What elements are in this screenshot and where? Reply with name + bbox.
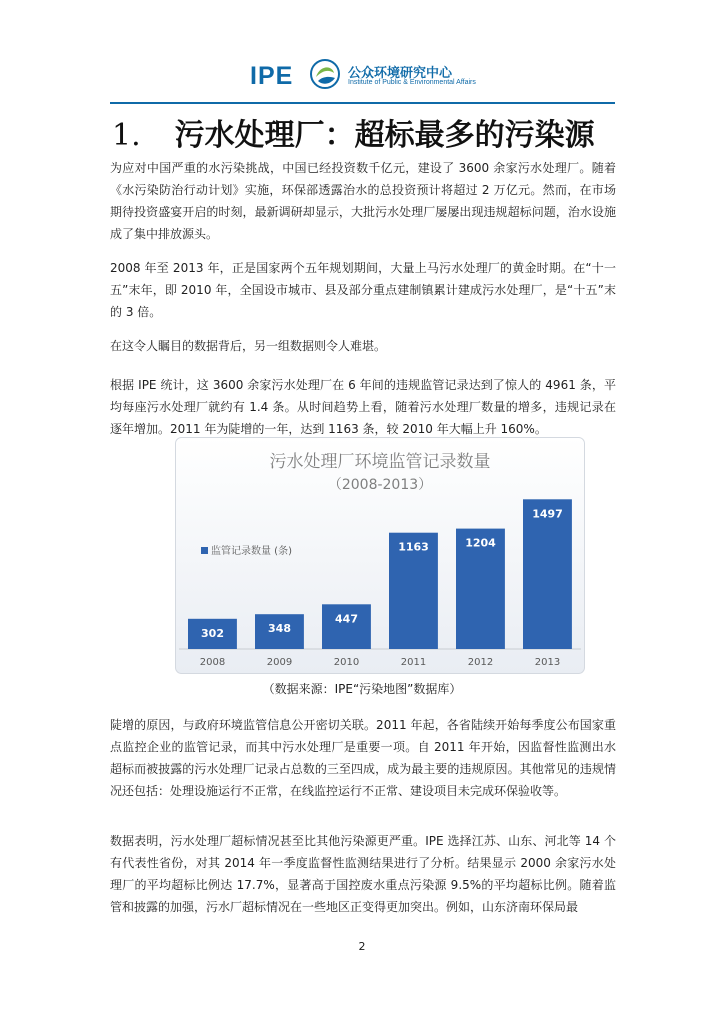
x-tick-label-2010: 2010	[333, 657, 360, 668]
data-label-2008: 302	[201, 626, 224, 640]
chart-title: 污水处理厂环境监管记录数量	[269, 452, 491, 472]
bar-2013	[523, 499, 572, 649]
section-title-text: 污水处理厂：超标最多的污染源	[174, 118, 595, 153]
data-label-2012: 1204	[465, 536, 496, 550]
page-number: 2	[358, 940, 366, 953]
legend-label: 监管记录数量 (条)	[211, 546, 292, 557]
x-tick-label-2013: 2013	[534, 657, 561, 668]
chart-caption: （数据来源：IPE“污染地图”数据库）	[262, 682, 462, 696]
data-label-2009: 348	[268, 622, 291, 636]
paragraph: 陡增的原因，与政府环境监管信息公开密切关联。2011 年起，各省陆续开始每季度公布国家重点监控企业的监管记录，而其中污水处理厂是重要一项。自 2011 年开始，因监督性监测出水超标而被披露的污水处理厂记录占总数的三至四成，成为最主要的违规原因。其他常见的违规情况还包括：处理设施运行不正常，在线监控运行不正常、建设项目未完成环保验收等。	[110, 718, 616, 798]
x-tick-label-2012: 2012	[467, 657, 494, 668]
logo-cn-text: 公众环境研究中心	[348, 66, 453, 81]
records-bar-chart	[175, 437, 585, 674]
x-tick-label-2009: 2009	[266, 657, 293, 668]
paragraph: 在这令人瞩目的数据背后，另一组数据则令人难堪。	[110, 339, 387, 353]
logo-en-text: Institute of Public & Environmental Affairs	[348, 79, 476, 86]
data-label-2011: 1163	[398, 540, 429, 554]
section-title	[112, 110, 595, 154]
section-number: 1.	[112, 118, 141, 153]
paragraph: 2008 年至 2013 年，正是国家两个五年规划期间，大量上马污水处理厂的黄金时期。在“十一五”末年，即 2010 年，全国设市城市、县及部分重点建制镇累计建成污水处理厂，是“十五”末的 3 倍。	[110, 261, 616, 319]
x-tick-label-2008: 2008	[199, 657, 226, 668]
x-tick-label-2011: 2011	[400, 657, 427, 668]
legend-swatch	[201, 547, 208, 554]
ipe-logo	[250, 58, 490, 94]
logo-ipe-text: IPE	[250, 62, 294, 90]
data-label-2010: 447	[335, 612, 358, 626]
data-label-2013: 1497	[532, 507, 563, 521]
bar-2010	[322, 604, 371, 649]
chart-subtitle: （2008-2013）	[327, 477, 433, 493]
paragraph: 为应对中国严重的水污染挑战，中国已经投资数千亿元，建设了 3600 余家污水处理厂。随着《水污染防治行动计划》实施，环保部透露治水的总投资预计将超过 2 万亿元。然而，在市场期待投资盛宴开启的时刻，最新调研却显示，大批污水处理厂屡屡出现违规超标问题，治水设施成了集中排放源头。	[110, 161, 616, 241]
paragraph: 根据 IPE 统计，这 3600 余家污水处理厂在 6 年间的违规监管记录达到了惊人的 4961 条，平均每座污水处理厂就约有 1.4 条。从时间趋势上看，随着污水处理厂数量的增多，违规记录在逐年增加。2011 年为陡增的一年，达到 1163 条，较 2010 年大幅上升 160%。	[110, 378, 616, 436]
paragraph: 数据表明，污水处理厂超标情况甚至比其他污染源更严重。IPE 选择江苏、山东、河北等 14 个有代表性省份，对其 2014 年一季度监督性监测结果进行了分析。结果显示 2000 余家污水处理厂的平均超标比例达 17.7%，显著高于国控废水重点污染源 9.5%的平均超标比例。随着监管和披露的加强，污水厂超标情况在一些地区正变得更加突出。例如，山东济南环保局最	[110, 834, 616, 914]
header-rule	[110, 102, 615, 104]
ipe-emblem-icon	[310, 59, 340, 89]
